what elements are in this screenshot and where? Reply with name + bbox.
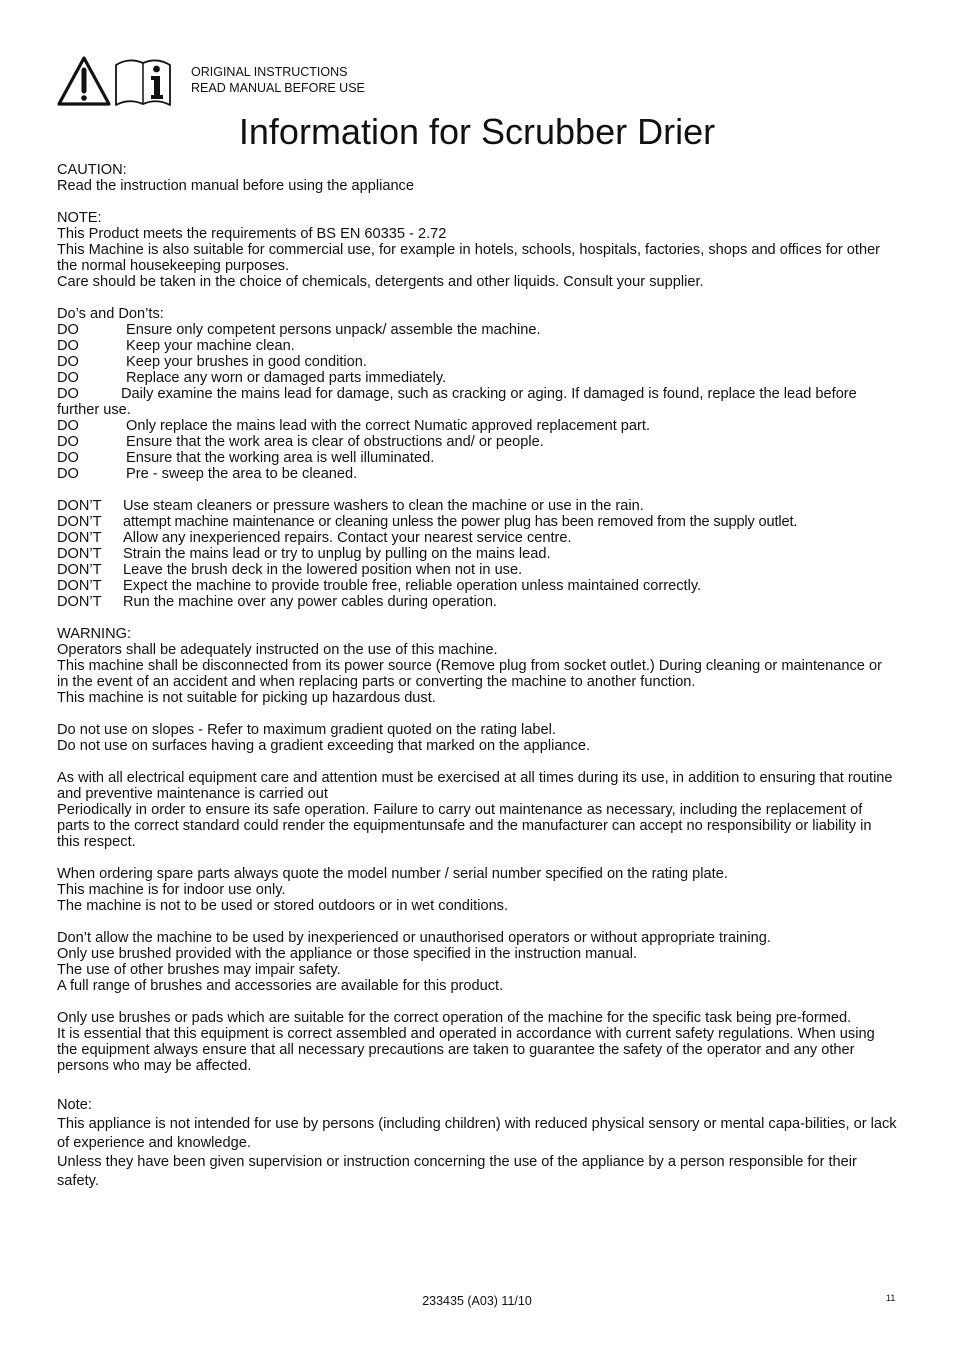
operators-line: Don’t allow the machine to be used by inexperienced or unauthorised operators or without appropriate training. (57, 930, 771, 946)
dont-label: DON’T (57, 498, 102, 514)
caution-text: Read the instruction manual before using the appliance (57, 178, 414, 194)
dont-text: Strain the mains lead or try to unplug by pulling on the mains lead. (123, 546, 551, 562)
caution-section (57, 162, 897, 194)
note-heading: Note: (57, 1097, 92, 1113)
warning-line: Operators shall be adequately instructed on the use of this machine. (57, 642, 498, 658)
brushes-section (57, 1010, 897, 1074)
donts-section (57, 498, 897, 610)
header-line-read-manual: READ MANUAL BEFORE USE (191, 81, 365, 95)
do-text: Ensure that the work area is clear of obstructions and/ or people. (126, 434, 544, 450)
page-number: 11 (886, 1293, 896, 1303)
warning-line: This machine is not suitable for picking up hazardous dust. (57, 690, 436, 706)
do-text: Pre - sweep the area to be cleaned. (126, 466, 358, 482)
operators-line: Only use brushed provided with the appliance or those specified in the instruction manual. (57, 946, 638, 962)
do-text: Keep your machine clean. (126, 338, 295, 354)
do-label: DO (57, 434, 79, 450)
note-line: Care should be taken in the choice of chemicals, detergents and other liquids. Consult your supplier. (57, 274, 704, 290)
dont-text: Expect the machine to provide trouble free, reliable operation unless maintained correctly. (123, 578, 702, 594)
do-text: Ensure only competent persons unpack/ assemble the machine. (126, 322, 541, 338)
ordering-line: The machine is not to be used or stored outdoors or in wet conditions. (57, 898, 509, 914)
note-section (57, 210, 897, 290)
note-line: This Machine is also suitable for commercial use, for example in hotels, schools, hospitals, factories, shops and offices for other the normal housekeeping purposes. (57, 242, 881, 274)
do-label: DO (57, 450, 79, 466)
dont-label: DON’T (57, 546, 102, 562)
dont-item (57, 562, 897, 578)
warning-section (57, 626, 897, 706)
warning-heading: WARNING: (57, 626, 132, 642)
slopes-section (57, 722, 897, 754)
ordering-section (57, 866, 897, 914)
brushes-line: Only use brushes or pads which are suitable for the correct operation of the machine for the specific task being pre-formed. (57, 1010, 852, 1026)
do-item (57, 450, 897, 466)
warning-line: This machine shall be disconnected from its power source (Remove plug from socket outlet.) During cleaning or maintenance or in the event of an accident and when replacing parts or converting the machine to another function. (57, 658, 882, 690)
do-label: DO (57, 354, 79, 370)
dont-label: DON’T (57, 530, 102, 546)
dont-label: DON’T (57, 514, 102, 530)
dont-item (57, 578, 897, 594)
header-line-original-instructions: ORIGINAL INSTRUCTIONS (191, 65, 348, 79)
dont-item (57, 546, 897, 562)
dont-text: Run the machine over any power cables during operation. (123, 594, 497, 610)
dont-text: Allow any inexperienced repairs. Contact your nearest service centre. (123, 530, 572, 546)
do-text: Daily examine the mains lead for damage, such as cracking or aging. If damaged is found, replace the lead before further use. (57, 386, 857, 418)
note-persons-section (57, 1096, 897, 1191)
operators-section (57, 930, 897, 994)
safety-icons (57, 55, 175, 107)
do-item-wrapped (57, 386, 897, 418)
ordering-line: This machine is for indoor use only. (57, 882, 286, 898)
do-item (57, 354, 897, 370)
maintenance-section (57, 770, 897, 850)
operators-line: A full range of brushes and accessories are available for this product. (57, 978, 504, 994)
footer-document-code: 233435 (A03) 11/10 (422, 1294, 532, 1308)
do-label: DO (57, 386, 79, 402)
dont-item (57, 498, 897, 514)
dos-donts-heading: Do’s and Don’ts: (57, 306, 164, 322)
dont-text: Use steam cleaners or pressure washers to clean the machine or use in the rain. (123, 498, 644, 514)
do-item (57, 434, 897, 450)
dont-text: attempt machine maintenance or cleaning unless the power plug has been removed from the supply outlet. (123, 514, 798, 530)
do-label: DO (57, 322, 79, 338)
maintenance-line: As with all electrical equipment care and attention must be exercised at all times during its use, in addition to ensuring that routine and preventive maintenance is carried out (57, 770, 893, 802)
maintenance-line: Periodically in order to ensure its safe operation. Failure to carry out maintenance as necessary, including the replacement of parts to the correct standard could render the equipmentunsafe and the manufacturer can accept no responsibility or liability in this respect. (57, 802, 872, 850)
caution-heading: CAUTION: (57, 162, 127, 178)
slopes-line: Do not use on slopes - Refer to maximum gradient quoted on the rating label. (57, 722, 556, 738)
slopes-line: Do not use on surfaces having a gradient exceeding that marked on the appliance. (57, 738, 591, 754)
do-label: DO (57, 370, 79, 386)
warning-triangle-icon (59, 58, 109, 104)
dont-label: DON’T (57, 578, 102, 594)
do-item (57, 418, 897, 434)
page-title: Information for Scrubber Drier (238, 111, 716, 152)
do-label: DO (57, 338, 79, 354)
do-text: Ensure that the working area is well illuminated. (126, 450, 435, 466)
brushes-line: It is essential that this equipment is correct assembled and operated in accordance with current safety regulations. When using the equipment always ensure that all necessary precautions are taken to guarantee the safety of the operator and any other persons who may be affected. (57, 1026, 875, 1074)
note-line: Unless they have been given supervision or instruction concerning the use of the appliance by a person responsible for their safety. (57, 1154, 857, 1189)
note-heading: NOTE: (57, 210, 102, 226)
page-header (57, 55, 897, 107)
dos-section (57, 306, 897, 482)
do-item (57, 322, 897, 338)
dont-item (57, 594, 897, 610)
do-item (57, 338, 897, 354)
do-text: Replace any worn or damaged parts immediately. (126, 370, 447, 386)
do-text: Only replace the mains lead with the correct Numatic approved replacement part. (126, 418, 651, 434)
note-line: This appliance is not intended for use by persons (including children) with reduced physical sensory or mental capa-bilities, or lack of experience and knowledge. (57, 1116, 897, 1151)
header-text (191, 64, 365, 96)
do-label: DO (57, 418, 79, 434)
dont-item (57, 530, 897, 546)
do-item (57, 370, 897, 386)
dont-text: Leave the brush deck in the lowered position when not in use. (123, 562, 523, 578)
ordering-line: When ordering spare parts always quote the model number / serial number specified on the rating plate. (57, 866, 728, 882)
dont-label: DON’T (57, 562, 102, 578)
document-body (57, 162, 897, 1191)
dont-item (57, 514, 897, 530)
note-line: This Product meets the requirements of BS EN 60335 - 2.72 (57, 226, 447, 242)
manual-info-icon (116, 60, 170, 105)
do-text: Keep your brushes in good condition. (126, 354, 367, 370)
operators-line: The use of other brushes may impair safety. (57, 962, 341, 978)
dont-label: DON’T (57, 594, 102, 610)
do-item (57, 466, 897, 482)
do-label: DO (57, 466, 79, 482)
